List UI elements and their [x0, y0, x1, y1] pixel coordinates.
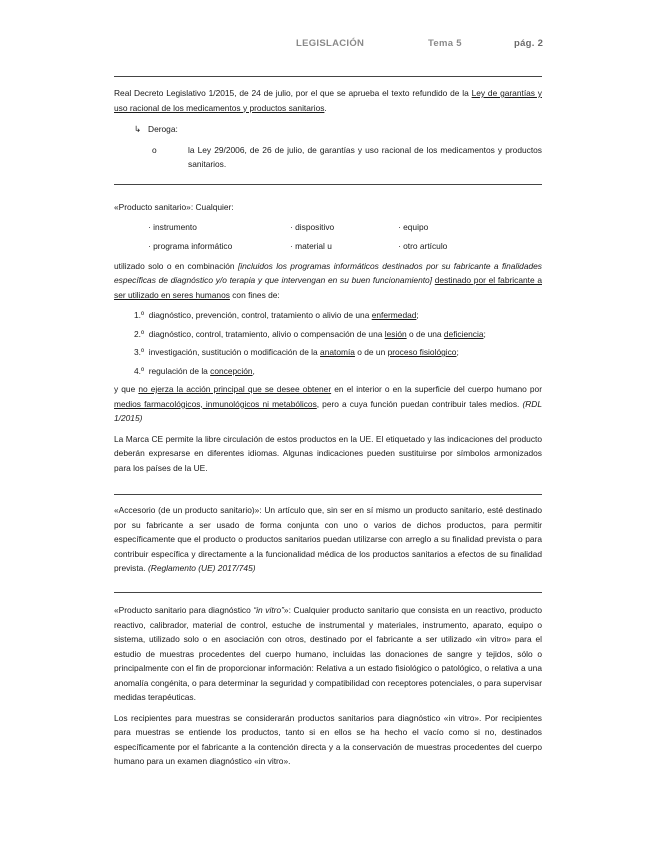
para-text: y que: [114, 384, 139, 394]
item-text: o de un: [354, 347, 388, 357]
deroga-item-text: la Ley 29/2006, de 26 de julio, de garantías y uso racional de los medicamentos y productos sanitarios.: [188, 144, 542, 169]
item-material: · material u: [290, 240, 332, 251]
ley-link[interactable]: Ley de garantías y uso racional de los medicamentos y productos sanitarios: [114, 88, 542, 113]
producto-title: [114, 200, 542, 215]
decreto-paragraph: [114, 86, 542, 115]
medios-link[interactable]: medios farmacológicos, inmunológicos ni metabólicos: [114, 398, 317, 409]
producto-term: «Producto sanitario»:: [114, 202, 194, 212]
list-item: [134, 364, 542, 379]
item-end: ,: [252, 365, 255, 376]
item-instrumento: · instrumento: [148, 221, 197, 232]
deroga-label-line: [114, 122, 542, 137]
decreto-text: Real Decreto Legislativo 1/2015, de 24 de julio, por el que se aprueba el texto refundido de la: [114, 88, 472, 98]
accion-principal-link[interactable]: no ejerza la acción principal que se desee obtener: [138, 384, 332, 394]
arrow-icon: ↳: [134, 124, 142, 134]
item-end: ;: [416, 310, 419, 320]
accesorio-text: Un artículo que, sin ser en sí mismo un producto sanitario, esté destinado por su fabricante a ser usado de forma conjunta con uno o varios de dichos productos, para permitir específicamente que el producto o productos sanitarios puedan utilizarse con arreglo a su finalidad prevista o para contribuir específica y directamente a la funcionalidad médica de los productos sanitarios a efectos de su finalidad prevista.: [114, 505, 543, 573]
divider: [114, 494, 542, 495]
divider: [114, 76, 542, 77]
para-text: utilizado solo o en combinación: [114, 260, 238, 271]
page-header: [0, 38, 655, 52]
enfermedad-link[interactable]: enfermedad: [371, 310, 417, 320]
fines-list: [114, 308, 542, 378]
accion-paragraph: [114, 382, 542, 426]
proceso-fisiologico-link[interactable]: proceso fisiológico: [387, 347, 457, 357]
item-number: 4.º: [134, 365, 145, 376]
recipientes-paragraph: Los recipientes para muestras se considerarán productos sanitarios para diagnóstico «in vitro». Por recipientes para muestras se entiende los productos, tanto si en ellos se ha hecho el vacío como si no, destinados específicamente por el fabricante a la contención directa y a la conservación de muestras procedentes del cuerpo humano para un examen diagnóstico «in vitro».: [114, 712, 542, 766]
items-row: [114, 239, 542, 257]
item-text: o de una: [406, 328, 444, 339]
list-item: [134, 327, 542, 342]
in-vitro-text: Cualquier producto sanitario que consista en un reactivo, producto reactivo, calibrador, material de control, estuche de instrumental y materiales, instrumento, aparato, equipo o sistema, utilizado solo o en asociación con otros, destinado por el fabricante a ser utilizado «in vitro» para el estudio de muestras procedentes del cuerpo humano, incluidas las donaciones de sangre y tejidos, sólo o principalmente con el fin de proporcionar información: Relativa a un estado fisiológico o patológico, o relativa a una anomalía congénita, o para determinar la seguridad y compatibilidad con receptores potenciales, o para supervisar medidas terapéuticas.: [114, 605, 543, 702]
header-topic: Tema 5: [428, 38, 462, 49]
block-accesorio: [114, 503, 542, 576]
reference: (RDL 1/2015): [114, 398, 542, 423]
in-vitro-italic: “in vitro”: [253, 605, 284, 615]
list-item: [134, 345, 542, 360]
item-equipo: · equipo: [398, 221, 429, 232]
anatomia-link[interactable]: anatomía: [320, 347, 355, 357]
item-text: regulación de la: [148, 365, 211, 376]
deroga-label: Deroga:: [148, 124, 178, 134]
deficiencia-link[interactable]: deficiencia: [443, 328, 484, 339]
divider: [114, 184, 542, 185]
item-number: 1.º: [134, 310, 145, 320]
accesorio-paragraph: [114, 503, 542, 576]
block-producto-sanitario: [114, 200, 542, 475]
block-in-vitro: [114, 603, 542, 769]
item-dispositivo: · dispositivo: [290, 221, 335, 232]
item-number: 3.º: [134, 347, 145, 357]
para-text: en el interior o en la superficie del cuerpo humano por: [331, 384, 542, 394]
marca-ce-paragraph: La Marca CE permite la libre circulación de estos productos en la UE. El etiquetado y las indicaciones del producto deberán expresarse en diferentes idiomas. Algunas indicaciones pueden sustituirse por símbolos armonizados para los países de la UE.: [114, 433, 542, 473]
para-italic: [incluidos los programas informáticos destinados por su fabricante a finalidades específicas de diagnóstico y/o terapia y que intervengan en su buen funcionamiento]: [114, 260, 542, 285]
accesorio-term: «Accesorio (de un producto sanitario)»:: [114, 505, 262, 515]
item-text: investigación, sustitución o modificación de la: [148, 347, 321, 357]
producto-paragraph: [114, 259, 542, 303]
list-item: [134, 308, 542, 323]
concepcion-link[interactable]: concepción: [210, 365, 253, 376]
item-number: 2.º: [134, 328, 145, 339]
in-vitro-term: «Producto sanitario para diagnóstico: [114, 605, 254, 615]
item-text: diagnóstico, prevención, control, tratamiento o alivio de una: [148, 310, 372, 320]
in-vitro-term-end: »:: [283, 605, 291, 615]
item-text: diagnóstico, control, tratamiento, alivio o compensación de una: [148, 328, 385, 339]
decreto-end: .: [324, 102, 327, 113]
block-decreto: [114, 86, 542, 172]
divider: [114, 592, 542, 593]
item-otro: · otro artículo: [398, 240, 448, 251]
item-end: ;: [483, 328, 486, 339]
destinado-link[interactable]: destinado por el fabricante a ser utilizado en seres humanos: [114, 275, 542, 300]
lesion-link[interactable]: lesión: [384, 328, 407, 339]
header-section: LEGISLACIÓN: [296, 38, 365, 49]
in-vitro-paragraph: [114, 603, 542, 705]
item-programa: · programa informático: [148, 240, 233, 251]
producto-title-rest: Cualquier:: [193, 202, 234, 212]
reference: (Reglamento (UE) 2017/745): [147, 563, 256, 573]
items-row: [114, 220, 542, 238]
header-page-number: pág. 2: [514, 38, 544, 49]
item-end: ;: [456, 347, 459, 357]
para-end: con fines de:: [229, 289, 280, 300]
para-text: , pero a cuya función puedan contribuir tales medios.: [316, 398, 523, 409]
deroga-item: [114, 143, 542, 172]
bullet-icon: o: [152, 144, 157, 155]
